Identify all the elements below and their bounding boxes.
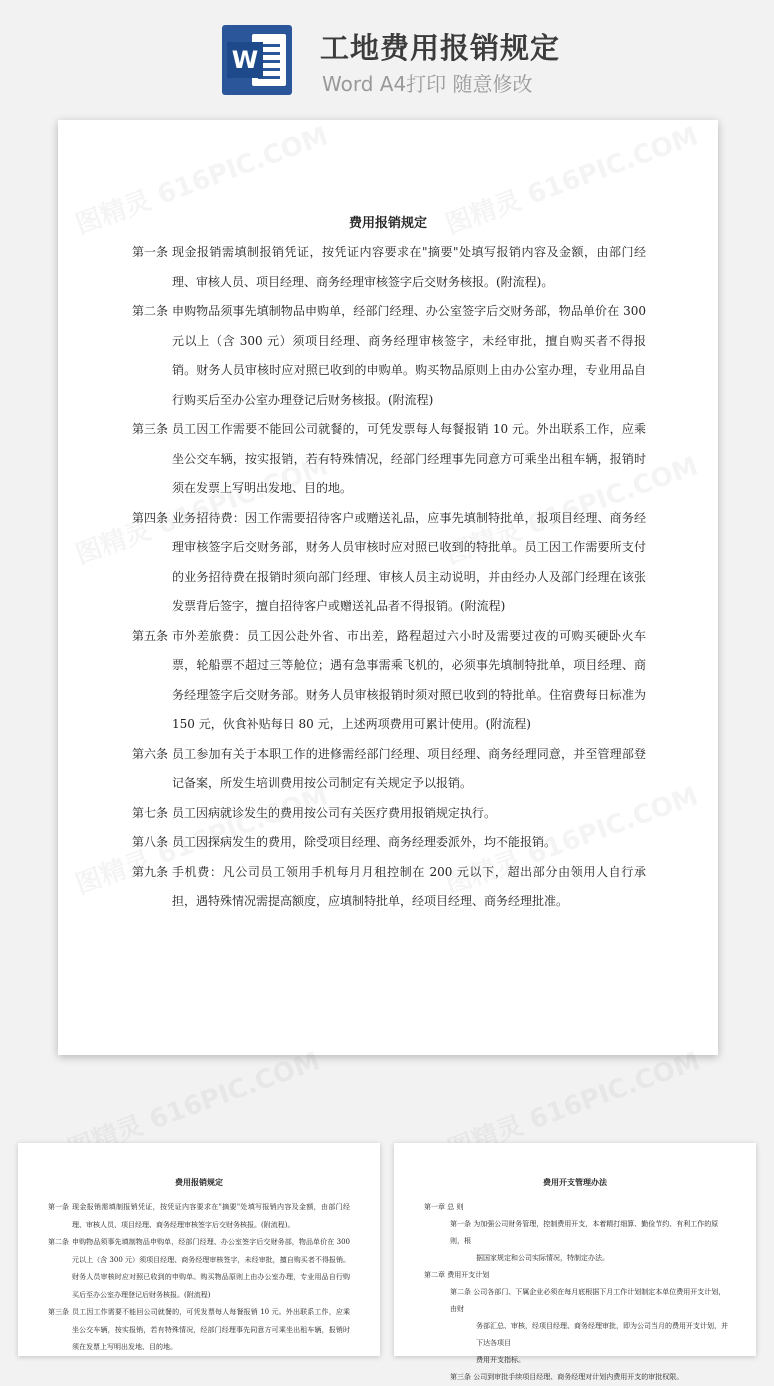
article-text: 现金报销需填制报销凭证，按凭证内容要求在"摘要"处填写报销内容及金额，由部门经理、审核人员、项目经理、商务经理审核签字后交财务核报。(附流程)。	[72, 1203, 350, 1229]
article-text: 员工参加有关于本职工作的进修需经部门经理、项目经理、商务经理同意，并至管理部登记备案，所发生培训费用按公司制定有关规定予以报销。	[172, 746, 646, 790]
preview-line: 第一章 总 则	[424, 1203, 464, 1211]
article-number: 第二条	[48, 1238, 69, 1246]
article-text: 现金报销需填制报销凭证，按凭证内容要求在"摘要"处填写报销内容及金额，由部门经理、审核人员、项目经理、商务经理审核签字后交财务核报。(附流程)。	[172, 245, 646, 289]
article-9	[132, 858, 646, 917]
article-number: 第三条	[132, 422, 169, 436]
document-title: 费用报销规定	[348, 216, 427, 231]
article-text: 市外差旅费：员工因公赴外省、市出差，路程超过六小时及需要过夜的可购买硬卧火车票，轮船票不超过三等舱位；遇有急事需乘飞机的，必须事先填制特批单，项目经理、商务经理签字后交财务部。财务人员审核报销时须对照已收到的特批单。住宿费每日标准为 150 元，伙食补贴每日 80 元，上述两项费用可累计使用。(附流程)	[172, 628, 646, 731]
article-1	[132, 238, 646, 297]
article-4	[132, 504, 646, 622]
article-number: 第六条	[132, 746, 169, 761]
article-list	[132, 238, 646, 917]
article-3	[132, 415, 646, 504]
preview-line: 第三条 公司到审批手续项目经理、商务经理对计划内费用开支的审批权限。	[450, 1373, 684, 1381]
article-8	[132, 828, 646, 858]
preview-line-list	[424, 1199, 730, 1386]
page-subtitle: Word A4打印 随意修改	[322, 72, 533, 96]
preview-title: 费用开支管理办法	[543, 1177, 607, 1187]
article-text: 手机费：凡公司员工领用手机每月月租控制在 200 元以下，超出部分由领用人自行承担，遇特殊情况需提高额度，应填制特批单，经项目经理、商务经理批准。	[172, 864, 646, 908]
page-title: 工地费用报销规定	[320, 31, 561, 65]
article-text: 员工因工作需要不能回公司就餐的，可凭发票每人每餐报销 10 元。外出联系工作，应乘坐公交车辆，按实报销，若有特殊情况，经部门经理事先同意方可乘坐出租车辆，报销时须在发票上写明出发地、目的地。	[172, 422, 646, 495]
article-text: 员工因探病发生的费用，除受项目经理、商务经理委派外，均不能报销。	[172, 835, 557, 849]
article-text: 业务招待费：因工作需要招待客户或赠送礼品，应事先填制特批单，报项目经理、商务经理审核签字后交财务部，财务人员审核时应对照已收到的特批单。员工因工作需要所支付的业务招待费在报销时须向部门经理、审核人员主动说明，并由经办人及部门经理在该张发票背后签字，擅自招待客户或赠送礼品者不得报销。(附流程)	[172, 510, 646, 613]
document-page	[58, 120, 718, 1055]
preview-article-2	[48, 1234, 350, 1304]
preview-page-left[interactable]	[18, 1143, 380, 1356]
article-2	[132, 297, 646, 415]
article-number: 第八条	[132, 835, 169, 849]
article-7	[132, 799, 646, 829]
preview-line: 据国家规定和公司实际情况，特制定办法。	[476, 1254, 609, 1262]
preview-line: 费用开支指标。	[476, 1356, 525, 1364]
preview-line: 务部汇总、审核，经项目经理、商务经理审批，即为公司当月的费用开支计划，并下达各项目	[476, 1322, 728, 1347]
article-number: 第三条	[48, 1308, 69, 1316]
article-6	[132, 740, 646, 799]
article-number: 第一条	[132, 245, 169, 259]
preview-title: 费用报销规定	[175, 1177, 223, 1187]
preview-line: 第一条 为加强公司财务管理，控制费用开支，本着精打细算、勤俭节约、有利工作的原则，根	[450, 1220, 719, 1245]
preview-article-list	[48, 1199, 350, 1357]
article-number: 第二条	[132, 304, 169, 318]
article-text: 申购物品须事先填制物品申购单，经部门经理、办公室签字后交财务部，物品单价在 300 元以上（含 300 元）须项目经理、商务经理审核签字，未经审批，擅自购买者不得报销。财务人员审核时应对照已收到的申购单。购买物品原则上由办公室办理，专业用品自行购买后至办公室办理登记后财务核报。(附流程)	[72, 1238, 350, 1299]
article-number: 第四条	[132, 510, 169, 525]
article-text: 申购物品须事先填制物品申购单，经部门经理、办公室签字后交财务部，物品单价在 300 元以上（含 300 元）须项目经理、商务经理审核签字，未经审批，擅自购买者不得报销。财务人员审核时应对照已收到的申购单。购买物品原则上由办公室办理，专业用品自行购买后至办公室办理登记后财务核报。(附流程)	[172, 304, 646, 407]
article-number: 第九条	[132, 864, 169, 879]
word-letter-badge: W	[227, 42, 263, 78]
article-text: 员工因工作需要不能回公司就餐的，可凭发票每人每餐报销 10 元。外出联系工作，应乘坐公交车辆，按实报销，若有特殊情况，经部门经理事先同意方可乘坐出租车辆，报销时须在发票上写明出发地、目的地。	[72, 1308, 350, 1351]
article-number: 第五条	[132, 628, 169, 643]
preview-article-3	[48, 1304, 350, 1357]
article-text: 员工因病就诊发生的费用按公司有关医疗费用报销规定执行。	[172, 805, 497, 820]
article-5	[132, 622, 646, 740]
preview-article-1	[48, 1199, 350, 1234]
preview-line: 第二条 公司各部门、下属企业必须在每月底根据下月工作计划制定本单位费用开支计划，由财	[450, 1288, 726, 1313]
article-number: 第七条	[132, 805, 169, 820]
preview-line: 第二章 费用开支计划	[424, 1271, 490, 1279]
page-header	[0, 0, 774, 120]
preview-page-right[interactable]	[394, 1143, 756, 1381]
word-icon	[222, 25, 292, 95]
article-number: 第一条	[48, 1203, 69, 1211]
